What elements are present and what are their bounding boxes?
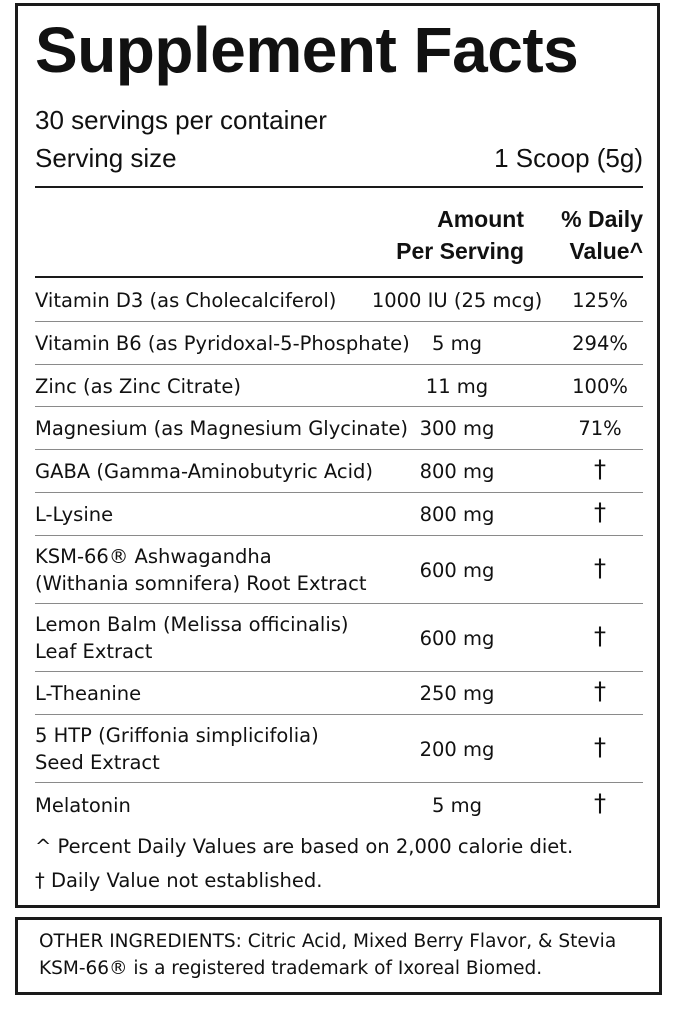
- nutrient-daily-value: †: [594, 455, 606, 483]
- column-header-dv-line1: % Daily: [561, 206, 643, 232]
- nutrient-amount: 5 mg: [432, 332, 482, 355]
- nutrient-name-line1: 5 HTP (Griffonia simplicifolia): [35, 724, 319, 747]
- nutrient-name: [35, 543, 366, 597]
- nutrient-name: [35, 287, 336, 314]
- nutrient-amount: 300 mg: [419, 417, 495, 440]
- nutrient-amount: 250 mg: [419, 682, 495, 705]
- nutrient-name: [35, 373, 241, 400]
- nutrient-amount: 11 mg: [425, 375, 489, 398]
- nutrient-amount: 800 mg: [419, 460, 495, 483]
- nutrient-daily-value: †: [594, 733, 606, 761]
- nutrient-daily-value: 100%: [572, 375, 628, 398]
- supplement-facts-panel: [15, 3, 660, 908]
- serving-size-row: [35, 141, 643, 175]
- table-row: [35, 672, 643, 715]
- nutrient-amount: 800 mg: [419, 503, 495, 526]
- table-row: [35, 715, 643, 783]
- other-ingredients-text: OTHER INGREDIENTS: Citric Acid, Mixed Berry Flavor, & Stevia: [39, 931, 617, 952]
- column-header-dv-line2: Value^: [569, 238, 643, 264]
- nutrient-name-line1: Melatonin: [35, 794, 131, 817]
- nutrient-name-line1: L-Theanine: [35, 682, 142, 705]
- other-ingredients-box: [15, 917, 662, 995]
- table-row: [35, 278, 643, 322]
- panel-title: Supplement Facts: [35, 14, 579, 86]
- nutrient-name-line1: Vitamin B6 (as Pyridoxal-5-Phosphate): [35, 332, 410, 355]
- nutrient-name: [35, 330, 410, 357]
- trademark-text: KSM-66® is a registered trademark of Ixoreal Biomed.: [39, 958, 543, 979]
- table-row: [35, 450, 643, 493]
- footnote-percent-dv: ^ Percent Daily Values are based on 2,000 calorie diet.: [35, 835, 574, 858]
- table-row: [35, 783, 643, 827]
- table-row: [35, 407, 643, 450]
- column-header-amount: [334, 203, 524, 267]
- serving-size-value: 1 Scoop (5g): [494, 143, 643, 173]
- nutrient-daily-value: †: [594, 789, 606, 817]
- nutrient-name-line1: L-Lysine: [35, 503, 114, 526]
- nutrient-daily-value: †: [594, 498, 606, 526]
- footnote-dagger: † Daily Value not established.: [35, 869, 323, 892]
- nutrient-name-line1: Zinc (as Zinc Citrate): [35, 375, 241, 398]
- nutrient-amount: 600 mg: [419, 559, 495, 582]
- table-row: [35, 493, 643, 536]
- nutrient-amount: 1000 IU (25 mcg): [371, 289, 543, 312]
- column-header-amount-line1: Amount: [437, 206, 524, 232]
- nutrient-amount: 5 mg: [432, 794, 482, 817]
- nutrient-name: [35, 722, 319, 776]
- table-row: [35, 536, 643, 604]
- nutrient-name: [35, 415, 408, 442]
- nutrient-name-line1: Lemon Balm (Melissa officinalis): [35, 613, 349, 636]
- nutrient-amount: 600 mg: [419, 627, 495, 650]
- nutrient-name-line1: GABA (Gamma-Aminobutyric Acid): [35, 460, 374, 483]
- nutrient-daily-value: †: [594, 677, 606, 705]
- nutrient-name: [35, 611, 349, 665]
- nutrient-name: [35, 501, 113, 528]
- nutrient-daily-value: 294%: [572, 332, 628, 355]
- nutrient-name-line1: Vitamin D3 (as Cholecalciferol): [35, 289, 337, 312]
- nutrient-name-line1: Magnesium (as Magnesium Glycinate): [35, 417, 408, 440]
- nutrient-daily-value: 125%: [572, 289, 628, 312]
- divider-thick: [35, 186, 643, 188]
- nutrient-name: [35, 680, 141, 707]
- table-row: [35, 322, 643, 365]
- nutrient-name-line2: Seed Extract: [35, 751, 160, 774]
- table-row: [35, 365, 643, 407]
- nutrient-daily-value: †: [594, 554, 606, 582]
- nutrient-daily-value: †: [594, 622, 606, 650]
- servings-per-container: 30 servings per container: [35, 105, 327, 135]
- nutrient-name-line1: KSM-66® Ashwagandha: [35, 545, 272, 568]
- nutrient-daily-value: 71%: [578, 417, 622, 440]
- nutrient-name-line2: Leaf Extract: [35, 640, 153, 663]
- nutrient-name: [35, 458, 373, 485]
- nutrient-name-line2: (Withania somnifera) Root Extract: [35, 572, 367, 595]
- table-row: [35, 604, 643, 672]
- column-header-daily-value: [533, 203, 643, 267]
- nutrient-amount: 200 mg: [419, 738, 495, 761]
- column-header-amount-line2: Per Serving: [396, 238, 524, 264]
- nutrient-name: [35, 792, 131, 819]
- nutrient-table: [35, 278, 643, 827]
- serving-size-label: Serving size: [35, 143, 177, 173]
